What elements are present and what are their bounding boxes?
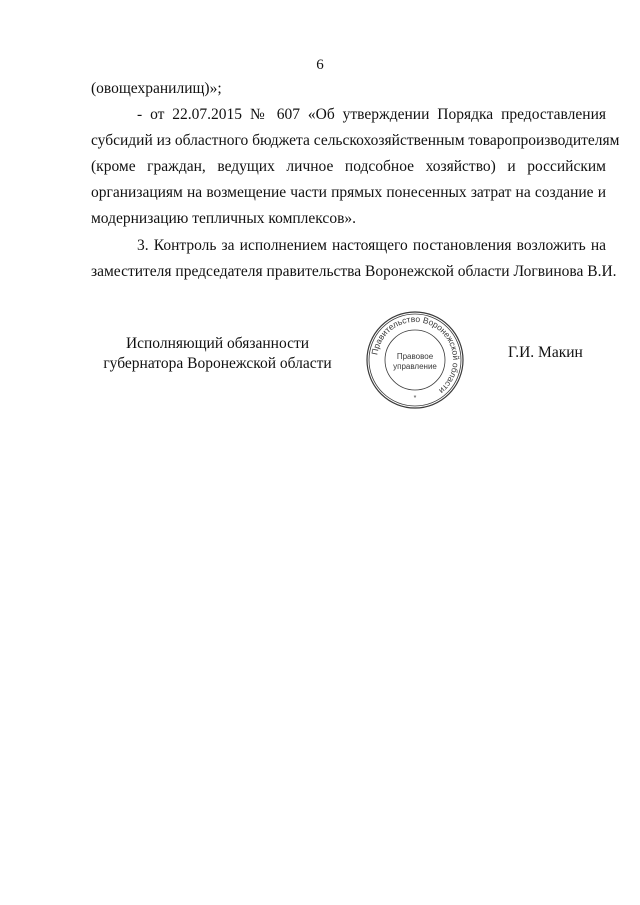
signer-title <box>100 334 335 374</box>
text-line: организациям на возмещение части прямых понесенных затрат на создание и <box>91 184 606 201</box>
text-line: субсидий из областного бюджета сельскохозяйственным товаропроизводителям <box>91 132 620 149</box>
signer-title-line: губернатора Воронежской области <box>103 355 332 372</box>
decree-item-paragraph <box>91 102 620 232</box>
control-paragraph <box>91 233 617 285</box>
continuation-line <box>91 76 606 102</box>
text-line: - от 22.07.2015 № 607 «Об утверждении Порядка предоставления <box>137 106 606 123</box>
page-number: 6 <box>316 57 324 73</box>
official-stamp <box>365 310 465 410</box>
stamp-ring-text: Правительство Воронежской области <box>369 313 462 397</box>
text-line: 3. Контроль за исполнением настоящего постановления возложить на <box>137 237 606 254</box>
stamp-center-text: управление <box>393 362 437 371</box>
text-line: (овощехранилищ)»; <box>91 80 222 97</box>
text-line: заместителя председателя правительства Воронежской области Логвинова В.И. <box>91 263 617 280</box>
signer-title-line: Исполняющий обязанности <box>125 335 310 352</box>
stamp-star-icon: * <box>413 395 417 402</box>
text-line: модернизацию тепличных комплексов». <box>91 210 357 227</box>
stamp-center-text: Правовое <box>396 352 434 361</box>
signer-name: Г.И. Макин <box>508 344 583 361</box>
text-line: (кроме граждан, ведущих личное подсобное хозяйство) и российским <box>91 158 606 175</box>
